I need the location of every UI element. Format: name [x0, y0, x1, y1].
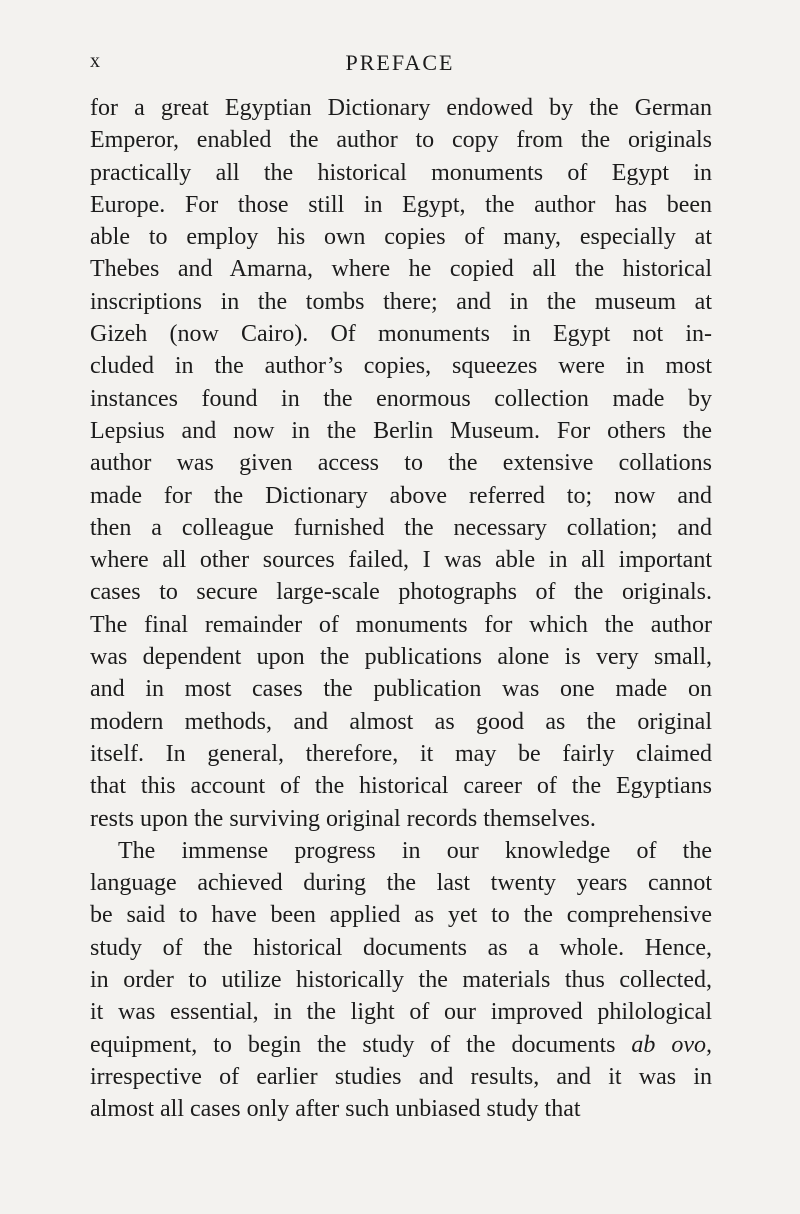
text-line: language achieved during the last twenty years cannot [90, 870, 712, 897]
text-line: author was given access to the extensive collations [90, 450, 712, 477]
text-line: The final remainder of monuments for which the author [90, 611, 712, 638]
page-number: x [90, 50, 101, 72]
text-line: able to employ his own copies of many, especially at [90, 224, 712, 251]
text-line: was dependent upon the publications alone is very small, [90, 644, 712, 671]
text-line-with-italic [90, 1029, 712, 1061]
text-line: where all other sources failed, I was able in all important [90, 547, 712, 574]
text-line: and in most cases the publication was one made on [90, 676, 712, 703]
text-line: irrespective of earlier studies and results, and it was in [90, 1063, 712, 1090]
text-line: inscriptions in the tombs there; and in the museum at [90, 288, 712, 315]
text-line: made for the Dictionary above referred to; now and [90, 482, 712, 509]
text-segment: equipment, to begin the study of the documents [90, 1031, 632, 1058]
text-line: almost all cases only after such unbiased study that [90, 1096, 581, 1123]
text-line: it was essential, in the light of our improved philological [90, 999, 712, 1026]
text-line: itself. In general, therefore, it may be fairly claimed [90, 740, 712, 767]
text-line: Europe. For those still in Egypt, the author has been [90, 191, 712, 218]
text-line: Emperor, enabled the author to copy from the originals [90, 127, 712, 154]
text-line: in order to utilize historically the materials thus collected, [90, 967, 712, 994]
text-line: instances found in the enormous collection made by [90, 385, 712, 412]
text-line: for a great Egyptian Dictionary endowed by the German [90, 95, 712, 121]
text-line: Lepsius and now in the Berlin Museum. For others the [90, 417, 712, 444]
text-line: cases to secure large-scale photographs of the originals. [90, 579, 712, 606]
text-line: be said to have been applied as yet to the comprehensive [90, 902, 712, 929]
text-line: rests upon the surviving original records themselves. [90, 805, 596, 832]
text-line: study of the historical documents as a whole. Hence, [90, 934, 712, 961]
text-line: modern methods, and almost as good as the original [90, 708, 712, 735]
paragraph-start-line: The immense progress in our knowledge of the [118, 837, 712, 864]
running-head: PREFACE [345, 50, 455, 75]
text-line: Gizeh (now Cairo). Of monuments in Egypt not in- [90, 321, 712, 348]
text-line: that this account of the historical career of the Egyptians [90, 773, 712, 800]
text-line: Thebes and Amarna, where he copied all the historical [90, 256, 712, 283]
italic-phrase: ab ovo, [631, 1031, 712, 1058]
page-header [90, 50, 710, 80]
text-line: cluded in the author’s copies, squeezes were in most [90, 353, 712, 380]
body-text [90, 92, 712, 1126]
text-line: practically all the historical monuments of Egypt in [90, 159, 712, 186]
text-line: then a colleague furnished the necessary collation; and [90, 514, 712, 541]
